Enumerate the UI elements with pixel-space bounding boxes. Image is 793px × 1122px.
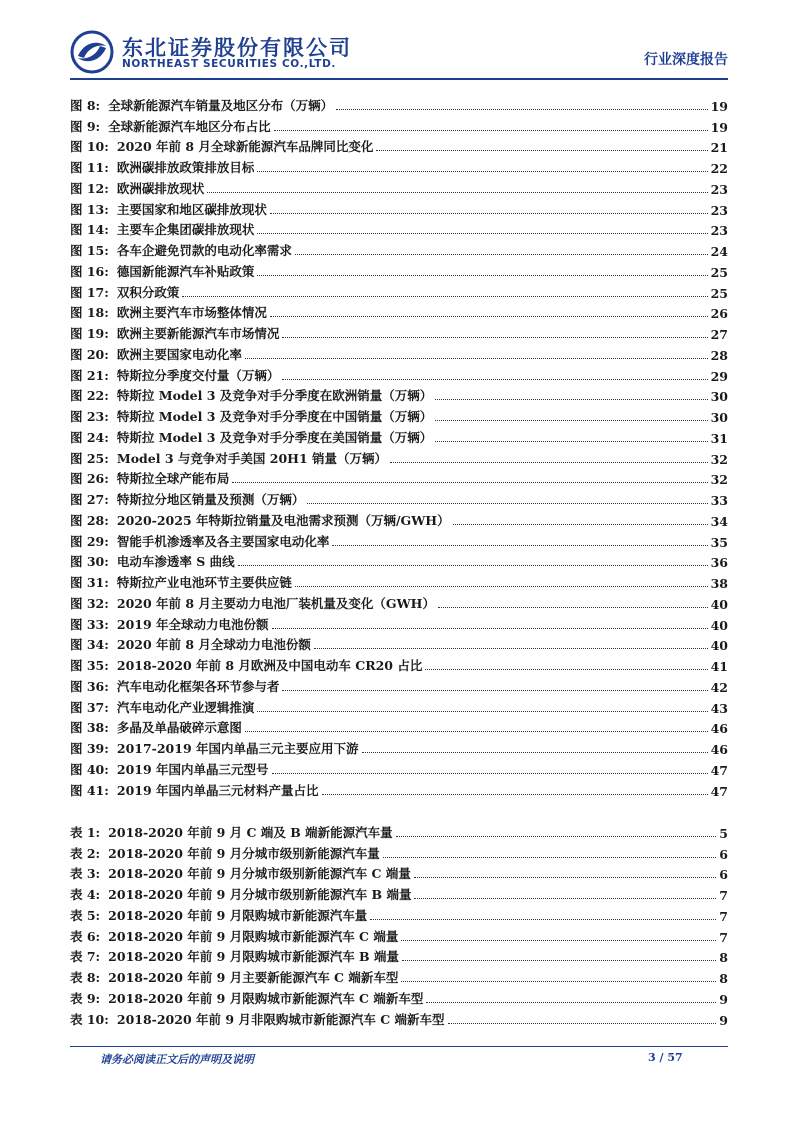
toc-leader-dots bbox=[282, 690, 707, 691]
report-type-label: 行业深度报告 bbox=[644, 52, 728, 68]
table-toc-row[interactable] bbox=[70, 965, 728, 986]
toc-entry-title: 主要国家和地区碳排放现状 bbox=[116, 201, 267, 217]
table-toc-row[interactable] bbox=[70, 862, 728, 883]
figure-toc-row[interactable] bbox=[70, 197, 728, 218]
toc-leader-dots bbox=[257, 275, 707, 276]
toc-leader-dots bbox=[390, 462, 708, 463]
toc-entry-title: 电动车渗透率 S 曲线 bbox=[116, 554, 235, 570]
toc-entry-number: 图 36: bbox=[70, 678, 109, 694]
toc-entry-title: 2019 年国内单晶三元材料产量占比 bbox=[116, 782, 319, 798]
figure-toc-row[interactable] bbox=[70, 135, 728, 156]
toc-entry-title: 特斯拉分地区销量及预测（万辆） bbox=[116, 492, 305, 507]
toc-entry-page: 33 bbox=[710, 493, 728, 508]
toc-entry-title: 2019 年国内单晶三元型号 bbox=[116, 761, 269, 777]
toc-entry-title: 全球新能源汽车地区分布占比 bbox=[108, 118, 271, 134]
toc-leader-dots bbox=[238, 565, 708, 566]
table-toc-row[interactable] bbox=[70, 1007, 728, 1028]
toc-entry-title: 全球新能源汽车销量及地区分布（万辆） bbox=[108, 97, 334, 113]
toc-entry-page: 22 bbox=[710, 161, 728, 176]
figure-toc-row[interactable] bbox=[70, 467, 728, 488]
toc-entry-title: 2018-2020 年前 9 月主要新能源汽车 C 端新车型 bbox=[108, 970, 399, 985]
figure-toc-row[interactable] bbox=[70, 218, 728, 239]
toc-entry-title: 2020 年前 8 月全球动力电池份额 bbox=[116, 637, 311, 653]
toc-leader-dots bbox=[425, 669, 707, 670]
toc-leader-dots bbox=[314, 648, 708, 649]
figure-toc-row[interactable] bbox=[70, 570, 728, 591]
figure-toc-row[interactable] bbox=[70, 674, 728, 695]
figure-toc-row[interactable] bbox=[70, 653, 728, 674]
toc-leader-dots bbox=[272, 628, 708, 629]
toc-entry-page: 23 bbox=[710, 181, 728, 197]
toc-entry-title: 2018-2020 年前 8 月欧洲及中国电动车 CR20 占比 bbox=[116, 658, 423, 673]
toc-entry-title: 2018-2020 年前 9 月限购城市新能源汽车 B 端量 bbox=[108, 949, 399, 965]
figure-toc-row[interactable] bbox=[70, 93, 728, 114]
toc-entry-page: 43 bbox=[710, 700, 728, 716]
toc-entry-page: 7 bbox=[719, 888, 728, 903]
toc-entry-number: 图 25: bbox=[70, 450, 109, 466]
toc-entry-page: 25 bbox=[710, 264, 728, 280]
toc-entry-title: 特斯拉分季度交付量（万辆） bbox=[116, 367, 280, 383]
toc-entry-title: 特斯拉 Model 3 及竞争对手分季度在欧洲销量（万辆） bbox=[116, 388, 433, 404]
toc-entry-title: Model 3 与竞争对手美国 20H1 销量（万辆） bbox=[116, 450, 387, 466]
toc-leader-dots bbox=[336, 109, 707, 110]
toc-leader-dots bbox=[282, 337, 707, 338]
toc-entry-page: 24 bbox=[710, 244, 728, 259]
toc-leader-dots bbox=[207, 192, 707, 193]
toc-entry-number: 图 38: bbox=[70, 720, 109, 736]
toc-leader-dots bbox=[401, 940, 716, 941]
northeast-securities-logo-icon bbox=[70, 30, 114, 74]
toc-entry-page: 8 bbox=[719, 971, 728, 986]
toc-entry-page: 27 bbox=[710, 327, 728, 342]
toc-leader-dots bbox=[370, 919, 716, 920]
toc-entry-page: 42 bbox=[710, 679, 728, 695]
toc-entry-number: 表 4: bbox=[70, 887, 101, 902]
table-toc-row[interactable] bbox=[70, 903, 728, 924]
toc-entry-page: 47 bbox=[710, 762, 728, 778]
toc-entry-title: 2018-2020 年前 9 月分城市级别新能源汽车量 bbox=[108, 845, 380, 861]
toc-entry-title: 2020-2025 年特斯拉销量及电池需求预测（万辆/GWH） bbox=[116, 512, 450, 528]
brand-name-cn: 东北证券股份有限公司 bbox=[122, 36, 352, 60]
footer-disclaimer: 请务必阅读正文后的声明及说明 bbox=[100, 1053, 254, 1066]
toc-entry-page: 23 bbox=[710, 223, 728, 239]
toc-leader-dots bbox=[257, 233, 707, 234]
toc-entry-number: 图 27: bbox=[70, 492, 109, 507]
toc-leader-dots bbox=[245, 731, 708, 732]
toc-entry-page: 6 bbox=[719, 846, 728, 862]
toc-entry-number: 图 21: bbox=[70, 367, 109, 383]
toc-entry-page: 46 bbox=[710, 742, 728, 757]
toc-entry-title: 主要车企集团碳排放现状 bbox=[116, 222, 255, 238]
toc-entry-number: 图 17: bbox=[70, 284, 109, 300]
toc-entry-number: 表 3: bbox=[70, 866, 101, 882]
figure-toc-row[interactable] bbox=[70, 114, 728, 135]
page-number: 3 / 57 bbox=[648, 1051, 683, 1064]
toc-entry-number: 表 10: bbox=[70, 1011, 109, 1027]
toc-entry-page: 40 bbox=[710, 596, 728, 612]
figure-toc-row[interactable] bbox=[70, 301, 728, 322]
toc-entry-number: 图 23: bbox=[70, 409, 109, 424]
toc-entry-page: 47 bbox=[710, 783, 728, 799]
toc-leader-dots bbox=[435, 399, 707, 400]
toc-leader-dots bbox=[182, 296, 707, 297]
toc-entry-page: 9 bbox=[719, 1012, 728, 1028]
toc-entry-number: 图 13: bbox=[70, 201, 109, 217]
toc-entry-page: 26 bbox=[710, 306, 728, 322]
toc-entry-title: 双积分政策 bbox=[116, 284, 180, 300]
toc-entry-number: 图 34: bbox=[70, 637, 109, 653]
figure-toc-row[interactable] bbox=[70, 529, 728, 550]
toc-leader-dots bbox=[270, 213, 708, 214]
toc-entry-page: 8 bbox=[719, 950, 728, 966]
table-toc-row[interactable] bbox=[70, 924, 728, 945]
figure-toc-row[interactable] bbox=[70, 363, 728, 384]
figure-toc-row[interactable] bbox=[70, 425, 728, 446]
figure-toc-row[interactable] bbox=[70, 778, 728, 799]
toc-leader-dots bbox=[453, 524, 708, 525]
toc-leader-dots bbox=[282, 379, 707, 380]
toc-entry-page: 25 bbox=[710, 285, 728, 301]
figure-toc-row[interactable] bbox=[70, 446, 728, 467]
toc-entry-title: 汽车电动化框架各环节参与者 bbox=[116, 678, 280, 694]
toc-entry-title: 2019 年全球动力电池份额 bbox=[116, 616, 269, 632]
figure-toc-row[interactable] bbox=[70, 736, 728, 757]
toc-leader-dots bbox=[401, 981, 716, 982]
toc-leader-dots bbox=[272, 773, 708, 774]
figure-toc-row[interactable] bbox=[70, 238, 728, 259]
toc-leader-dots bbox=[396, 836, 717, 837]
toc-entry-page: 21 bbox=[710, 140, 728, 156]
toc-entry-number: 图 22: bbox=[70, 388, 109, 404]
toc-entry-page: 7 bbox=[719, 908, 728, 924]
toc-entry-number: 图 24: bbox=[70, 429, 109, 445]
toc-leader-dots bbox=[414, 877, 716, 878]
toc-entry-number: 图 37: bbox=[70, 699, 109, 715]
toc-entry-title: 2018-2020 年前 9 月分城市级别新能源汽车 C 端量 bbox=[108, 866, 411, 882]
toc-entry-page: 29 bbox=[710, 368, 728, 384]
toc-entry-title: 特斯拉产业电池环节主要供应链 bbox=[116, 575, 292, 590]
figure-toc-row[interactable] bbox=[70, 155, 728, 176]
figure-toc-row[interactable] bbox=[70, 384, 728, 405]
toc-entry-number: 图 8: bbox=[70, 97, 101, 113]
toc-entry-number: 表 8: bbox=[70, 970, 101, 985]
toc-leader-dots bbox=[232, 482, 707, 483]
toc-entry-number: 图 30: bbox=[70, 554, 109, 570]
table-toc-row[interactable] bbox=[70, 986, 728, 1007]
toc-entry-number: 图 41: bbox=[70, 782, 109, 798]
toc-entry-page: 35 bbox=[710, 534, 728, 550]
toc-entry-page: 41 bbox=[710, 659, 728, 674]
toc-leader-dots bbox=[322, 794, 708, 795]
toc-entry-page: 23 bbox=[710, 202, 728, 218]
figure-toc-row[interactable] bbox=[70, 550, 728, 571]
toc-entry-title: 2018-2020 年前 9 月限购城市新能源汽车 C 端量 bbox=[108, 928, 399, 944]
toc-entry-title: 多晶及单晶破碎示意图 bbox=[116, 720, 242, 736]
brand-name-en: NORTHEAST SECURITIES CO.,LTD. bbox=[122, 58, 336, 70]
toc-leader-dots bbox=[435, 441, 707, 442]
toc-entry-title: 特斯拉 Model 3 及竞争对手分季度在中国销量（万辆） bbox=[116, 409, 433, 424]
footer-divider bbox=[70, 1046, 728, 1047]
toc-entry-number: 图 26: bbox=[70, 471, 109, 487]
toc-entry-title: 2020 年前 8 月全球新能源汽车品牌同比变化 bbox=[116, 139, 374, 155]
toc-entry-number: 图 32: bbox=[70, 595, 109, 611]
table-list bbox=[70, 820, 728, 1028]
toc-entry-page: 40 bbox=[710, 638, 728, 654]
toc-entry-page: 38 bbox=[710, 576, 728, 591]
toc-entry-number: 图 9: bbox=[70, 118, 101, 134]
toc-entry-page: 19 bbox=[710, 98, 728, 114]
figure-toc-row[interactable] bbox=[70, 716, 728, 737]
toc-entry-title: 2018-2020 年前 9 月 C 端及 B 端新能源汽车量 bbox=[108, 824, 393, 840]
toc-leader-dots bbox=[414, 898, 716, 899]
toc-entry-number: 图 31: bbox=[70, 575, 109, 590]
toc-entry-number: 图 39: bbox=[70, 741, 109, 756]
toc-entry-number: 图 35: bbox=[70, 658, 109, 673]
toc-entry-number: 图 20: bbox=[70, 346, 109, 362]
toc-entry-number: 图 11: bbox=[70, 160, 109, 175]
toc-entry-title: 2018-2020 年前 9 月分城市级别新能源汽车 B 端量 bbox=[108, 887, 412, 902]
toc-leader-dots bbox=[295, 254, 708, 255]
toc-entry-number: 图 14: bbox=[70, 222, 109, 238]
toc-entry-page: 6 bbox=[719, 867, 728, 883]
table-toc-row[interactable] bbox=[70, 841, 728, 862]
toc-entry-title: 特斯拉全球产能布局 bbox=[116, 471, 230, 487]
toc-entry-page: 19 bbox=[710, 119, 728, 135]
figure-toc-row[interactable] bbox=[70, 487, 728, 508]
figure-toc-row[interactable] bbox=[70, 259, 728, 280]
figure-toc-row[interactable] bbox=[70, 633, 728, 654]
toc-entry-title: 2018-2020 年前 9 月限购城市新能源汽车 C 端新车型 bbox=[108, 990, 424, 1006]
figure-toc-row[interactable] bbox=[70, 757, 728, 778]
toc-leader-dots bbox=[402, 960, 716, 961]
toc-leader-dots bbox=[362, 752, 708, 753]
table-toc-row[interactable] bbox=[70, 820, 728, 841]
toc-entry-number: 表 6: bbox=[70, 928, 101, 944]
toc-entry-number: 图 10: bbox=[70, 139, 109, 155]
toc-entry-number: 图 29: bbox=[70, 533, 109, 549]
toc-leader-dots bbox=[426, 1002, 716, 1003]
toc-leader-dots bbox=[270, 316, 708, 317]
toc-entry-number: 图 15: bbox=[70, 243, 109, 258]
toc-leader-dots bbox=[257, 171, 707, 172]
toc-entry-title: 欧洲主要新能源汽车市场情况 bbox=[116, 326, 280, 341]
toc-entry-page: 36 bbox=[710, 555, 728, 571]
toc-entry-page: 28 bbox=[710, 347, 728, 363]
toc-entry-page: 40 bbox=[710, 617, 728, 633]
toc-leader-dots bbox=[257, 711, 707, 712]
figure-toc-row[interactable] bbox=[70, 176, 728, 197]
toc-entry-page: 30 bbox=[710, 410, 728, 425]
toc-entry-page: 31 bbox=[710, 430, 728, 446]
toc-leader-dots bbox=[376, 150, 707, 151]
toc-entry-number: 图 28: bbox=[70, 512, 109, 528]
page-header bbox=[70, 30, 728, 74]
figure-toc-row[interactable] bbox=[70, 508, 728, 529]
toc-leader-dots bbox=[274, 130, 708, 131]
toc-entry-page: 7 bbox=[719, 929, 728, 945]
toc-entry-number: 表 5: bbox=[70, 907, 101, 923]
toc-entry-page: 32 bbox=[710, 451, 728, 467]
table-toc-row[interactable] bbox=[70, 882, 728, 903]
toc-entry-number: 图 19: bbox=[70, 326, 109, 341]
figure-toc-row[interactable] bbox=[70, 342, 728, 363]
toc-entry-page: 30 bbox=[710, 389, 728, 405]
figure-toc-row[interactable] bbox=[70, 321, 728, 342]
toc-entry-number: 表 2: bbox=[70, 845, 101, 861]
toc-leader-dots bbox=[245, 358, 708, 359]
table-toc-row[interactable] bbox=[70, 945, 728, 966]
toc-entry-number: 表 1: bbox=[70, 824, 101, 840]
toc-entry-title: 欧洲主要国家电动化率 bbox=[116, 346, 242, 362]
toc-entry-title: 智能手机渗透率及各主要国家电动化率 bbox=[116, 533, 330, 549]
figure-toc-row[interactable] bbox=[70, 695, 728, 716]
toc-entry-number: 表 9: bbox=[70, 990, 101, 1006]
toc-entry-number: 图 40: bbox=[70, 761, 109, 777]
toc-entry-page: 34 bbox=[710, 513, 728, 529]
toc-leader-dots bbox=[438, 607, 708, 608]
toc-leader-dots bbox=[332, 545, 707, 546]
toc-entry-title: 2018-2020 年前 9 月非限购城市新能源汽车 C 端新车型 bbox=[116, 1011, 445, 1027]
toc-entry-number: 图 33: bbox=[70, 616, 109, 632]
figure-toc-row[interactable] bbox=[70, 280, 728, 301]
toc-entry-title: 欧洲碳排放现状 bbox=[116, 180, 205, 196]
toc-entry-number: 图 18: bbox=[70, 305, 109, 321]
toc-leader-dots bbox=[435, 420, 707, 421]
figure-toc-row[interactable] bbox=[70, 591, 728, 612]
toc-entry-page: 46 bbox=[710, 721, 728, 737]
toc-entry-page: 9 bbox=[719, 991, 728, 1007]
toc-entry-title: 各车企避免罚款的电动化率需求 bbox=[116, 243, 292, 258]
toc-leader-dots bbox=[448, 1023, 717, 1024]
toc-leader-dots bbox=[307, 503, 707, 504]
toc-leader-dots bbox=[295, 586, 708, 587]
figure-list bbox=[70, 93, 728, 799]
toc-entry-number: 表 7: bbox=[70, 949, 101, 965]
toc-entry-title: 2018-2020 年前 9 月限购城市新能源汽车量 bbox=[108, 907, 368, 923]
header-divider bbox=[70, 78, 728, 80]
toc-entry-title: 德国新能源汽车补贴政策 bbox=[116, 263, 255, 279]
toc-entry-title: 2020 年前 8 月主要动力电池厂装机量及变化（GWH） bbox=[116, 595, 435, 611]
toc-entry-title: 汽车电动化产业逻辑推演 bbox=[116, 699, 255, 715]
toc-entry-page: 5 bbox=[719, 825, 728, 841]
toc-entry-title: 欧洲主要汽车市场整体情况 bbox=[116, 305, 267, 321]
toc-entry-title: 2017-2019 年国内单晶三元主要应用下游 bbox=[116, 741, 359, 756]
toc-entry-title: 欧洲碳排放政策排放目标 bbox=[116, 160, 255, 175]
figure-toc-row[interactable] bbox=[70, 404, 728, 425]
toc-entry-page: 32 bbox=[710, 472, 728, 488]
figure-toc-row[interactable] bbox=[70, 612, 728, 633]
toc-entry-number: 图 16: bbox=[70, 263, 109, 279]
toc-entry-number: 图 12: bbox=[70, 180, 109, 196]
toc-leader-dots bbox=[383, 857, 717, 858]
toc-entry-title: 特斯拉 Model 3 及竞争对手分季度在美国销量（万辆） bbox=[116, 429, 433, 445]
